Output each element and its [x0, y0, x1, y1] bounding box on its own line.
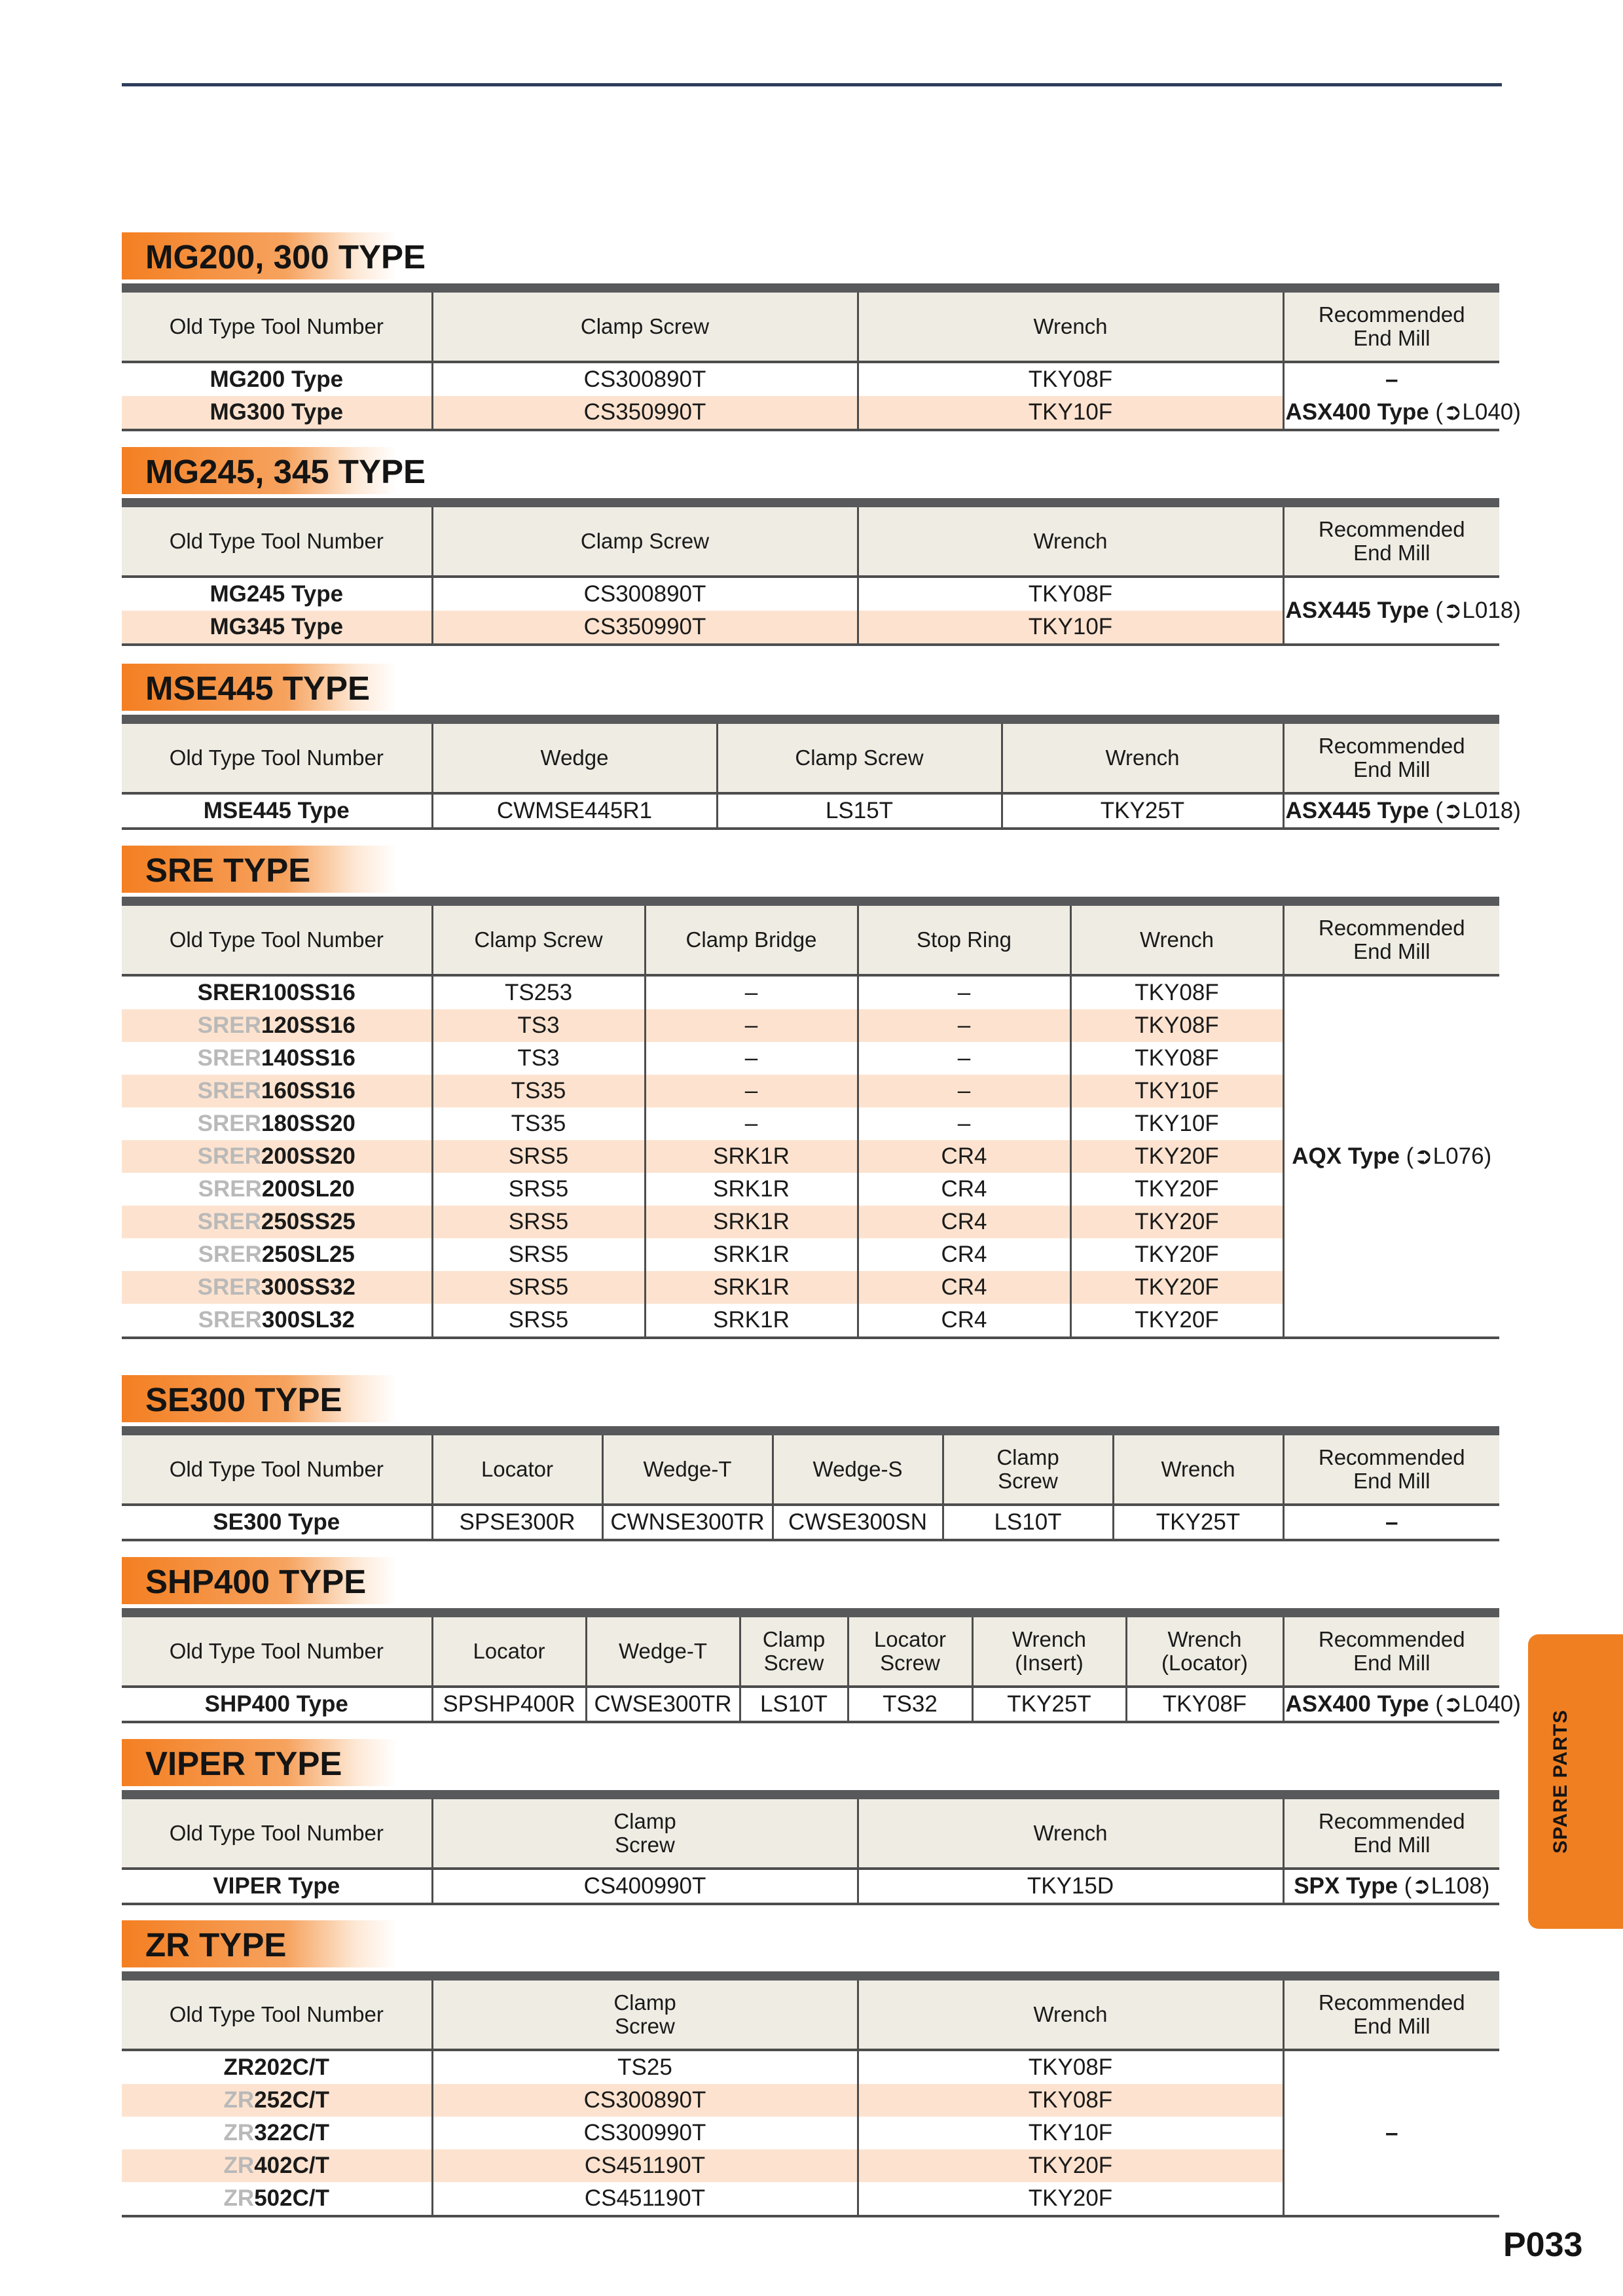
col-header: Wrench	[858, 1981, 1283, 2050]
clamp-screw: LS15T	[717, 793, 1002, 829]
clamp-bridge: SRK1R	[645, 1173, 858, 1206]
table-row	[122, 2050, 1499, 2084]
clamp-bridge: SRK1R	[645, 1238, 858, 1271]
locator: SPSE300R	[432, 1505, 602, 1540]
section-rule	[122, 498, 1499, 507]
clamp-screw: TS3	[432, 1009, 645, 1042]
col-header: Old Type Tool Number	[122, 1981, 432, 2050]
clamp-screw: SRS5	[432, 1304, 645, 1338]
parts-table	[122, 1981, 1499, 2217]
clamp-screw: LS10T	[740, 1687, 848, 1722]
col-header: Wrench	[1002, 724, 1283, 793]
wrench: TKY25T	[1113, 1505, 1283, 1540]
wrench: TKY08F	[858, 577, 1283, 611]
wrench: TKY20F	[1070, 1271, 1283, 1304]
col-header: Old Type Tool Number	[122, 724, 432, 793]
section-title: SRE TYPE	[122, 846, 397, 893]
recommended-end-mill: ASX445 Type (➲L018)	[1283, 577, 1499, 645]
section-mg245	[122, 447, 1521, 646]
stop-ring: CR4	[858, 1304, 1070, 1338]
col-header: Old Type Tool Number	[122, 1799, 432, 1869]
wrench: TKY08F	[1070, 1042, 1283, 1075]
recommended-end-mill: ASX400 Type (➲L040)	[1283, 1687, 1499, 1722]
col-header: Stop Ring	[858, 906, 1070, 975]
clamp-screw: TS35	[432, 1107, 645, 1140]
col-header: Wedge-T	[602, 1435, 773, 1505]
page-number: P033	[1503, 2226, 1583, 2264]
clamp-screw: SRS5	[432, 1140, 645, 1173]
wrench: TKY08F	[1070, 1009, 1283, 1042]
clamp-bridge: SRK1R	[645, 1271, 858, 1304]
col-header: Wrench (Locator)	[1126, 1617, 1283, 1687]
parts-table	[122, 724, 1521, 830]
col-header-recommended: Recommended End Mill	[1283, 1799, 1499, 1869]
col-header: Wrench	[858, 1799, 1283, 1869]
wrench: TKY25T	[1002, 793, 1283, 829]
section-title: MG200, 300 TYPE	[122, 232, 397, 279]
section-rule	[122, 1971, 1499, 1981]
wrench: TKY10F	[1070, 1075, 1283, 1107]
clamp-screw: LS10T	[943, 1505, 1113, 1540]
clamp-screw: TS35	[432, 1075, 645, 1107]
tool-number: VIPER Type	[122, 1869, 432, 1904]
col-header-recommended: Recommended End Mill	[1283, 1435, 1499, 1505]
table-row	[122, 793, 1499, 829]
col-header: Clamp Screw	[943, 1435, 1113, 1505]
tool-number: SRER140SS16	[197, 1045, 356, 1071]
col-header-recommended: Recommended End Mill	[1283, 724, 1499, 793]
tool-number: SRER160SS16	[122, 1075, 432, 1107]
table-row	[122, 396, 1499, 430]
side-tab-label: SPARE PARTS	[1550, 1710, 1571, 1854]
recommended-end-mill: –	[1283, 2050, 1499, 2216]
stop-ring: CR4	[858, 1238, 1070, 1271]
wrench: TKY08F	[858, 2084, 1283, 2117]
clamp-screw: CS300890T	[432, 2084, 858, 2117]
clamp-screw: TS25	[432, 2050, 858, 2084]
locator: SPSHP400R	[432, 1687, 586, 1722]
section-mse445	[122, 664, 1521, 830]
stop-ring: –	[858, 1042, 1070, 1075]
clamp-screw: CS451190T	[432, 2149, 858, 2182]
tool-number: SRER120SS16	[122, 1009, 432, 1042]
table-row	[122, 1505, 1499, 1540]
wrench: TKY20F	[858, 2149, 1283, 2182]
locator-screw: TS32	[848, 1687, 972, 1722]
col-header: Wedge	[432, 724, 717, 793]
col-header: Clamp Screw	[717, 724, 1002, 793]
tool-number: ZR322C/T	[223, 2120, 329, 2145]
col-header-recommended: Recommended End Mill	[1283, 906, 1499, 975]
section-title: SHP400 TYPE	[122, 1557, 397, 1604]
tool-number: MG345 Type	[122, 611, 432, 645]
top-rule	[122, 83, 1502, 86]
parts-table	[122, 906, 1499, 1339]
col-header: Old Type Tool Number	[122, 293, 432, 362]
page-ref-icon: ➲	[1443, 598, 1463, 623]
col-header-recommended: Recommended End Mill	[1283, 1617, 1499, 1687]
section-title: SE300 TYPE	[122, 1375, 397, 1422]
col-header: Old Type Tool Number	[122, 1435, 432, 1505]
stop-ring: –	[858, 975, 1070, 1009]
col-header: Wrench	[858, 507, 1283, 577]
recommended-end-mill: ASX400 Type (➲L040)	[1283, 396, 1499, 430]
col-header: Old Type Tool Number	[122, 507, 432, 577]
col-header-recommended: Recommended End Mill	[1283, 293, 1499, 362]
clamp-bridge: –	[645, 975, 858, 1009]
section-title: MSE445 TYPE	[122, 664, 397, 711]
col-header: Clamp Screw	[432, 906, 645, 975]
wrench: TKY10F	[1070, 1107, 1283, 1140]
col-header: Clamp Screw	[740, 1617, 848, 1687]
tool-number: ZR252C/T	[122, 2084, 432, 2117]
clamp-bridge: SRK1R	[645, 1206, 858, 1238]
page-ref-icon: ➲	[1443, 399, 1463, 425]
table-row	[122, 1869, 1499, 1904]
col-header: Locator	[432, 1435, 602, 1505]
col-header: Wedge-T	[586, 1617, 740, 1687]
parts-table	[122, 1435, 1499, 1541]
clamp-bridge: –	[645, 1107, 858, 1140]
wrench: TKY08F	[858, 2050, 1283, 2084]
wrench: TKY10F	[858, 2117, 1283, 2149]
stop-ring: CR4	[858, 1206, 1070, 1238]
wedge-t: CWNSE300TR	[602, 1505, 773, 1540]
col-header: Old Type Tool Number	[122, 906, 432, 975]
col-header: Wrench	[1113, 1435, 1283, 1505]
recommended-end-mill: –	[1283, 1505, 1499, 1540]
col-header: Wrench	[858, 293, 1283, 362]
wrench: TKY10F	[858, 396, 1283, 430]
clamp-bridge: SRK1R	[645, 1140, 858, 1173]
section-sre	[122, 846, 1499, 1339]
tool-number: SRER300SL32	[122, 1304, 432, 1338]
tool-number: SRER300SS32	[122, 1271, 432, 1304]
stop-ring: CR4	[858, 1271, 1070, 1304]
stop-ring: –	[858, 1075, 1070, 1107]
clamp-screw: CS300990T	[432, 2117, 858, 2149]
clamp-screw: SRS5	[432, 1206, 645, 1238]
section-title: VIPER TYPE	[122, 1739, 397, 1786]
parts-table	[122, 1617, 1521, 1723]
table-row	[122, 362, 1499, 396]
table-row	[122, 975, 1499, 1009]
col-header-recommended: Recommended End Mill	[1283, 1981, 1499, 2050]
tool-number: SRER180SS20	[197, 1111, 356, 1136]
wrench: TKY08F	[1070, 975, 1283, 1009]
clamp-screw: CS300890T	[432, 362, 858, 396]
page-ref-icon: ➲	[1412, 1873, 1431, 1899]
section-title: ZR TYPE	[122, 1920, 397, 1967]
col-header: Wrench (Insert)	[972, 1617, 1126, 1687]
tool-number: SHP400 Type	[122, 1687, 432, 1722]
page-ref-icon: ➲	[1443, 798, 1463, 823]
clamp-screw: CS300890T	[432, 577, 858, 611]
tool-number: ZR402C/T	[122, 2149, 432, 2182]
tool-number: SE300 Type	[122, 1505, 432, 1540]
tool-number: MG245 Type	[210, 581, 344, 607]
wedge-s: CWSE300SN	[773, 1505, 943, 1540]
wrench: TKY20F	[1070, 1304, 1283, 1338]
col-header-recommended: Recommended End Mill	[1283, 507, 1499, 577]
page-ref-icon: ➲	[1413, 1143, 1433, 1169]
recommended-end-mill: SPX Type (➲L108)	[1283, 1869, 1499, 1904]
section-se300	[122, 1375, 1499, 1541]
page-ref-icon: ➲	[1443, 1691, 1463, 1717]
recommended-end-mill: –	[1283, 362, 1499, 396]
wrench: TKY15D	[858, 1869, 1283, 1904]
clamp-screw: SRS5	[432, 1271, 645, 1304]
stop-ring: –	[858, 1107, 1070, 1140]
clamp-screw: CS350990T	[432, 611, 858, 645]
clamp-screw: CS350990T	[432, 396, 858, 430]
section-rule	[122, 1790, 1499, 1799]
recommended-end-mill: ASX445 Type (➲L018)	[1283, 793, 1499, 829]
col-header: Clamp Screw	[432, 1981, 858, 2050]
clamp-screw: TS253	[432, 975, 645, 1009]
clamp-screw: CS400990T	[432, 1869, 858, 1904]
col-header: Wedge-S	[773, 1435, 943, 1505]
side-tab-spare-parts	[1528, 1634, 1623, 1929]
clamp-bridge: –	[645, 1075, 858, 1107]
wedge-t: CWSE300TR	[586, 1687, 740, 1722]
wrench: TKY10F	[858, 611, 1283, 645]
tool-number: SRER200SS20	[122, 1140, 432, 1173]
recommended-end-mill: AQX Type (➲L076)	[1283, 975, 1499, 1338]
parts-table	[122, 507, 1521, 646]
section-rule	[122, 1608, 1499, 1617]
tool-number: SRER250SL25	[198, 1242, 355, 1267]
section-rule	[122, 897, 1499, 906]
section-title: MG245, 345 TYPE	[122, 447, 397, 494]
section-shp400	[122, 1557, 1521, 1723]
stop-ring: CR4	[858, 1140, 1070, 1173]
parts-table	[122, 1799, 1499, 1905]
col-header: Wrench	[1070, 906, 1283, 975]
col-header: Locator Screw	[848, 1617, 972, 1687]
stop-ring: CR4	[858, 1173, 1070, 1206]
clamp-screw: SRS5	[432, 1238, 645, 1271]
wrench-locator: TKY08F	[1126, 1687, 1283, 1722]
col-header: Clamp Screw	[432, 507, 858, 577]
clamp-bridge: SRK1R	[645, 1304, 858, 1338]
tool-number: MSE445 Type	[122, 793, 432, 829]
wrench-insert: TKY25T	[972, 1687, 1126, 1722]
clamp-bridge: –	[645, 1042, 858, 1075]
section-viper	[122, 1739, 1499, 1905]
col-header: Clamp Screw	[432, 1799, 858, 1869]
section-rule	[122, 283, 1499, 293]
clamp-screw: CS451190T	[432, 2182, 858, 2216]
table-row	[122, 1687, 1499, 1722]
section-mg200	[122, 232, 1521, 431]
parts-table	[122, 293, 1521, 431]
wrench: TKY08F	[858, 362, 1283, 396]
section-zr	[122, 1920, 1499, 2217]
table-row	[122, 577, 1499, 611]
col-header: Clamp Screw	[432, 293, 858, 362]
wedge: CWMSE445R1	[432, 793, 717, 829]
wrench: TKY20F	[1070, 1206, 1283, 1238]
wrench: TKY20F	[1070, 1140, 1283, 1173]
tool-number: MG200 Type	[210, 367, 344, 392]
tool-number: ZR502C/T	[122, 2182, 432, 2216]
wrench: TKY20F	[1070, 1238, 1283, 1271]
tool-number: SRER250SS25	[122, 1206, 432, 1238]
clamp-bridge: –	[645, 1009, 858, 1042]
tool-number: MG300 Type	[122, 396, 432, 430]
col-header: Old Type Tool Number	[122, 1617, 432, 1687]
tool-number: SRER100SS16	[197, 980, 356, 1005]
col-header: Locator	[432, 1617, 586, 1687]
col-header: Clamp Bridge	[645, 906, 858, 975]
clamp-screw: TS3	[432, 1042, 645, 1075]
wrench: TKY20F	[858, 2182, 1283, 2216]
clamp-screw: SRS5	[432, 1173, 645, 1206]
section-rule	[122, 1426, 1499, 1435]
tool-number: ZR202C/T	[223, 2054, 329, 2080]
section-rule	[122, 715, 1499, 724]
stop-ring: –	[858, 1009, 1070, 1042]
tool-number: SRER200SL20	[198, 1176, 355, 1202]
wrench: TKY20F	[1070, 1173, 1283, 1206]
